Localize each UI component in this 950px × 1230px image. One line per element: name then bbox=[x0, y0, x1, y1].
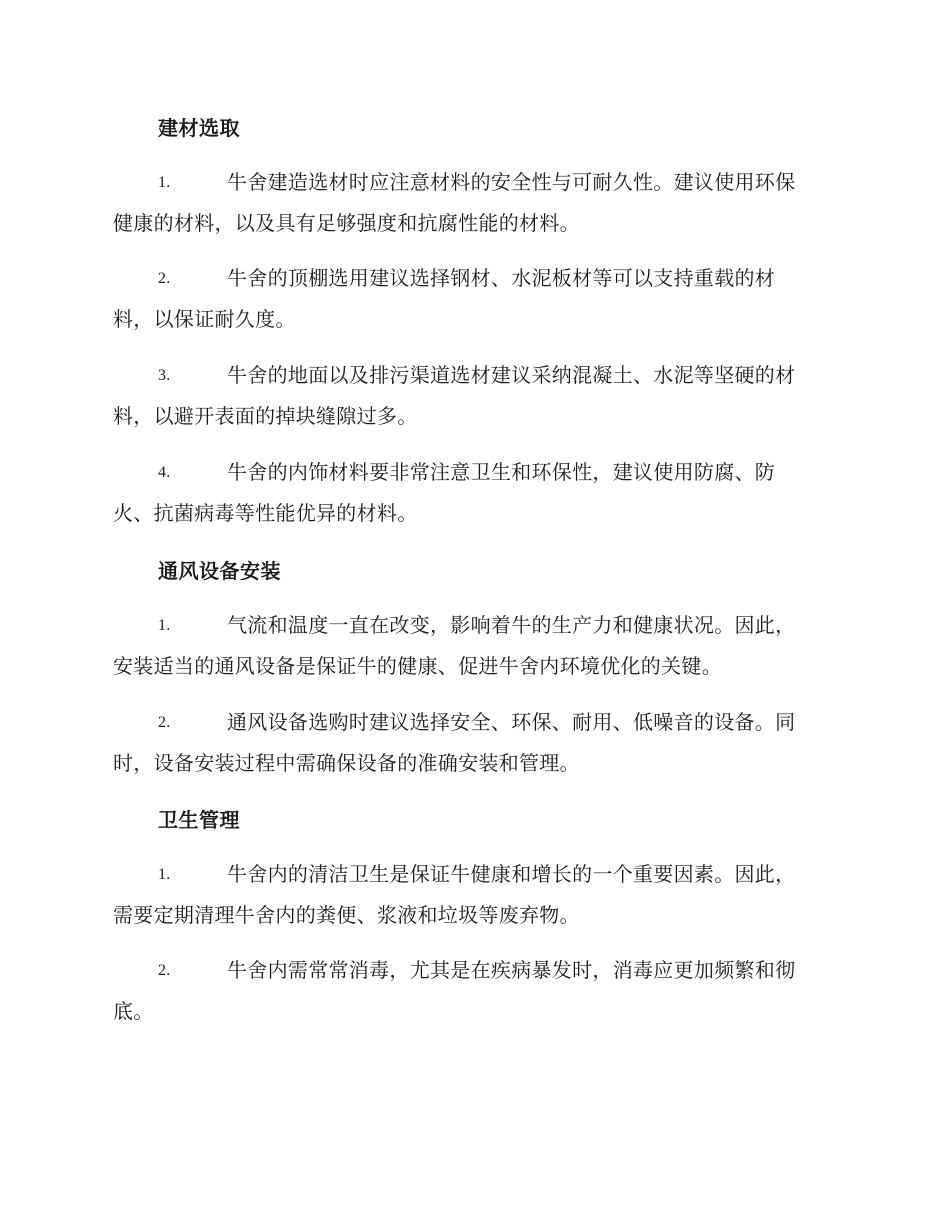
item-text-line1: 牛舍建造选材时应注意材料的安全性与可耐久性。建议使用环保 bbox=[227, 170, 796, 194]
item-text-line1: 牛舍内的清洁卫生是保证牛健康和增长的一个重要因素。因此， bbox=[227, 862, 796, 886]
list-item bbox=[113, 258, 835, 340]
list-item bbox=[113, 162, 835, 244]
item-text-line2: 底。 bbox=[113, 999, 154, 1023]
item-number: 1. bbox=[158, 174, 171, 191]
item-number: 2. bbox=[158, 962, 171, 979]
item-text-line1: 牛舍的地面以及排污渠道选材建议采纳混凝土、水泥等坚硬的材 bbox=[227, 363, 796, 387]
item-number: 2. bbox=[158, 270, 171, 287]
section-heading-materials: 建材选取 bbox=[158, 116, 240, 140]
item-text-line2: 时，设备安装过程中需确保设备的准确安装和管理。 bbox=[113, 751, 580, 775]
list-item bbox=[113, 854, 835, 936]
list-item bbox=[113, 355, 835, 437]
item-text-line1: 通风设备选购时建议选择安全、环保、耐用、低噪音的设备。同 bbox=[227, 710, 796, 734]
item-text-line2: 料，以避开表面的掉块缝隙过多。 bbox=[113, 404, 418, 428]
item-text-line1: 气流和温度一直在改变，影响着牛的生产力和健康状况。因此， bbox=[227, 613, 796, 637]
item-text-line2: 需要定期清理牛舍内的粪便、浆液和垃圾等废弃物。 bbox=[113, 903, 580, 927]
item-text-line2: 火、抗菌病毒等性能优异的材料。 bbox=[113, 501, 418, 525]
list-item bbox=[113, 702, 835, 784]
item-number: 4. bbox=[158, 464, 171, 481]
list-item bbox=[113, 605, 835, 687]
list-item bbox=[113, 452, 835, 534]
item-number: 2. bbox=[158, 714, 171, 731]
item-number: 1. bbox=[158, 617, 171, 634]
item-text-line1: 牛舍的顶棚选用建议选择钢材、水泥板材等可以支持重载的材 bbox=[227, 266, 776, 290]
section-heading-ventilation: 通风设备安装 bbox=[158, 559, 281, 583]
item-text-line2: 安装适当的通风设备是保证牛的健康、促进牛舍内环境优化的关键。 bbox=[113, 654, 722, 678]
item-text-line1: 牛舍的内饰材料要非常注意卫生和环保性，建议使用防腐、防 bbox=[227, 460, 776, 484]
item-text-line2: 健康的材料，以及具有足够强度和抗腐性能的材料。 bbox=[113, 211, 580, 235]
item-number: 1. bbox=[158, 866, 171, 883]
section-heading-hygiene: 卫生管理 bbox=[158, 808, 240, 832]
item-text-line1: 牛舍内需常常消毒，尤其是在疾病暴发时，消毒应更加频繁和彻 bbox=[227, 958, 796, 982]
item-number: 3. bbox=[158, 367, 171, 384]
list-item bbox=[113, 950, 835, 1032]
item-text-line2: 料，以保证耐久度。 bbox=[113, 307, 296, 331]
